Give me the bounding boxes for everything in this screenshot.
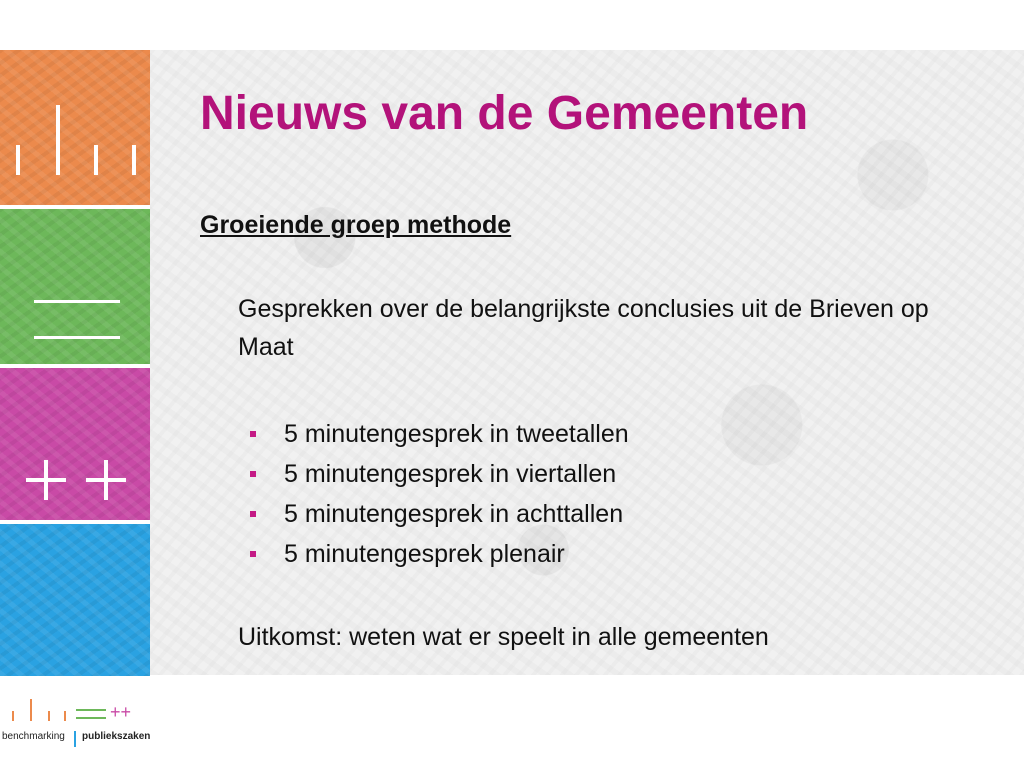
plus-plus-icon [0,368,150,520]
outcome-text: Uitkomst: weten wat er speelt in alle gemeenten [238,623,769,651]
bullet-list [250,414,629,574]
bullet-item [250,494,629,534]
green-panel [0,209,150,364]
slide-subtitle: Groeiende groep methode [200,211,512,239]
bullet-text: 5 minutengesprek in viertallen [284,459,617,488]
bullet-text: 5 minutengesprek in tweetallen [284,419,629,448]
bars-icon [0,50,150,205]
magenta-panel [0,368,150,520]
equals-lines-icon [0,209,150,364]
slide-title: Nieuws van de Gemeenten [200,87,809,140]
orange-panel [0,50,150,205]
bullet-text: 5 minutengesprek plenair [284,539,565,568]
square-bullet-icon [250,551,256,557]
blue-panel [0,524,150,676]
logo-left-text: benchmarking [2,731,65,742]
intro-text: Gesprekken over de belangrijkste conclusies uit de Brieven op Maat [238,295,929,361]
square-bullet-icon [250,471,256,477]
bullet-item [250,454,629,494]
logo-right-text: publiekszaken [82,731,151,742]
bullet-item [250,534,629,574]
benchmarking-logo [0,695,160,755]
logo-plus-icon: ++ [110,702,132,722]
bullet-text: 5 minutengesprek in achttallen [284,499,624,528]
square-bullet-icon [250,511,256,517]
bullet-item [250,414,629,454]
square-bullet-icon [250,431,256,437]
